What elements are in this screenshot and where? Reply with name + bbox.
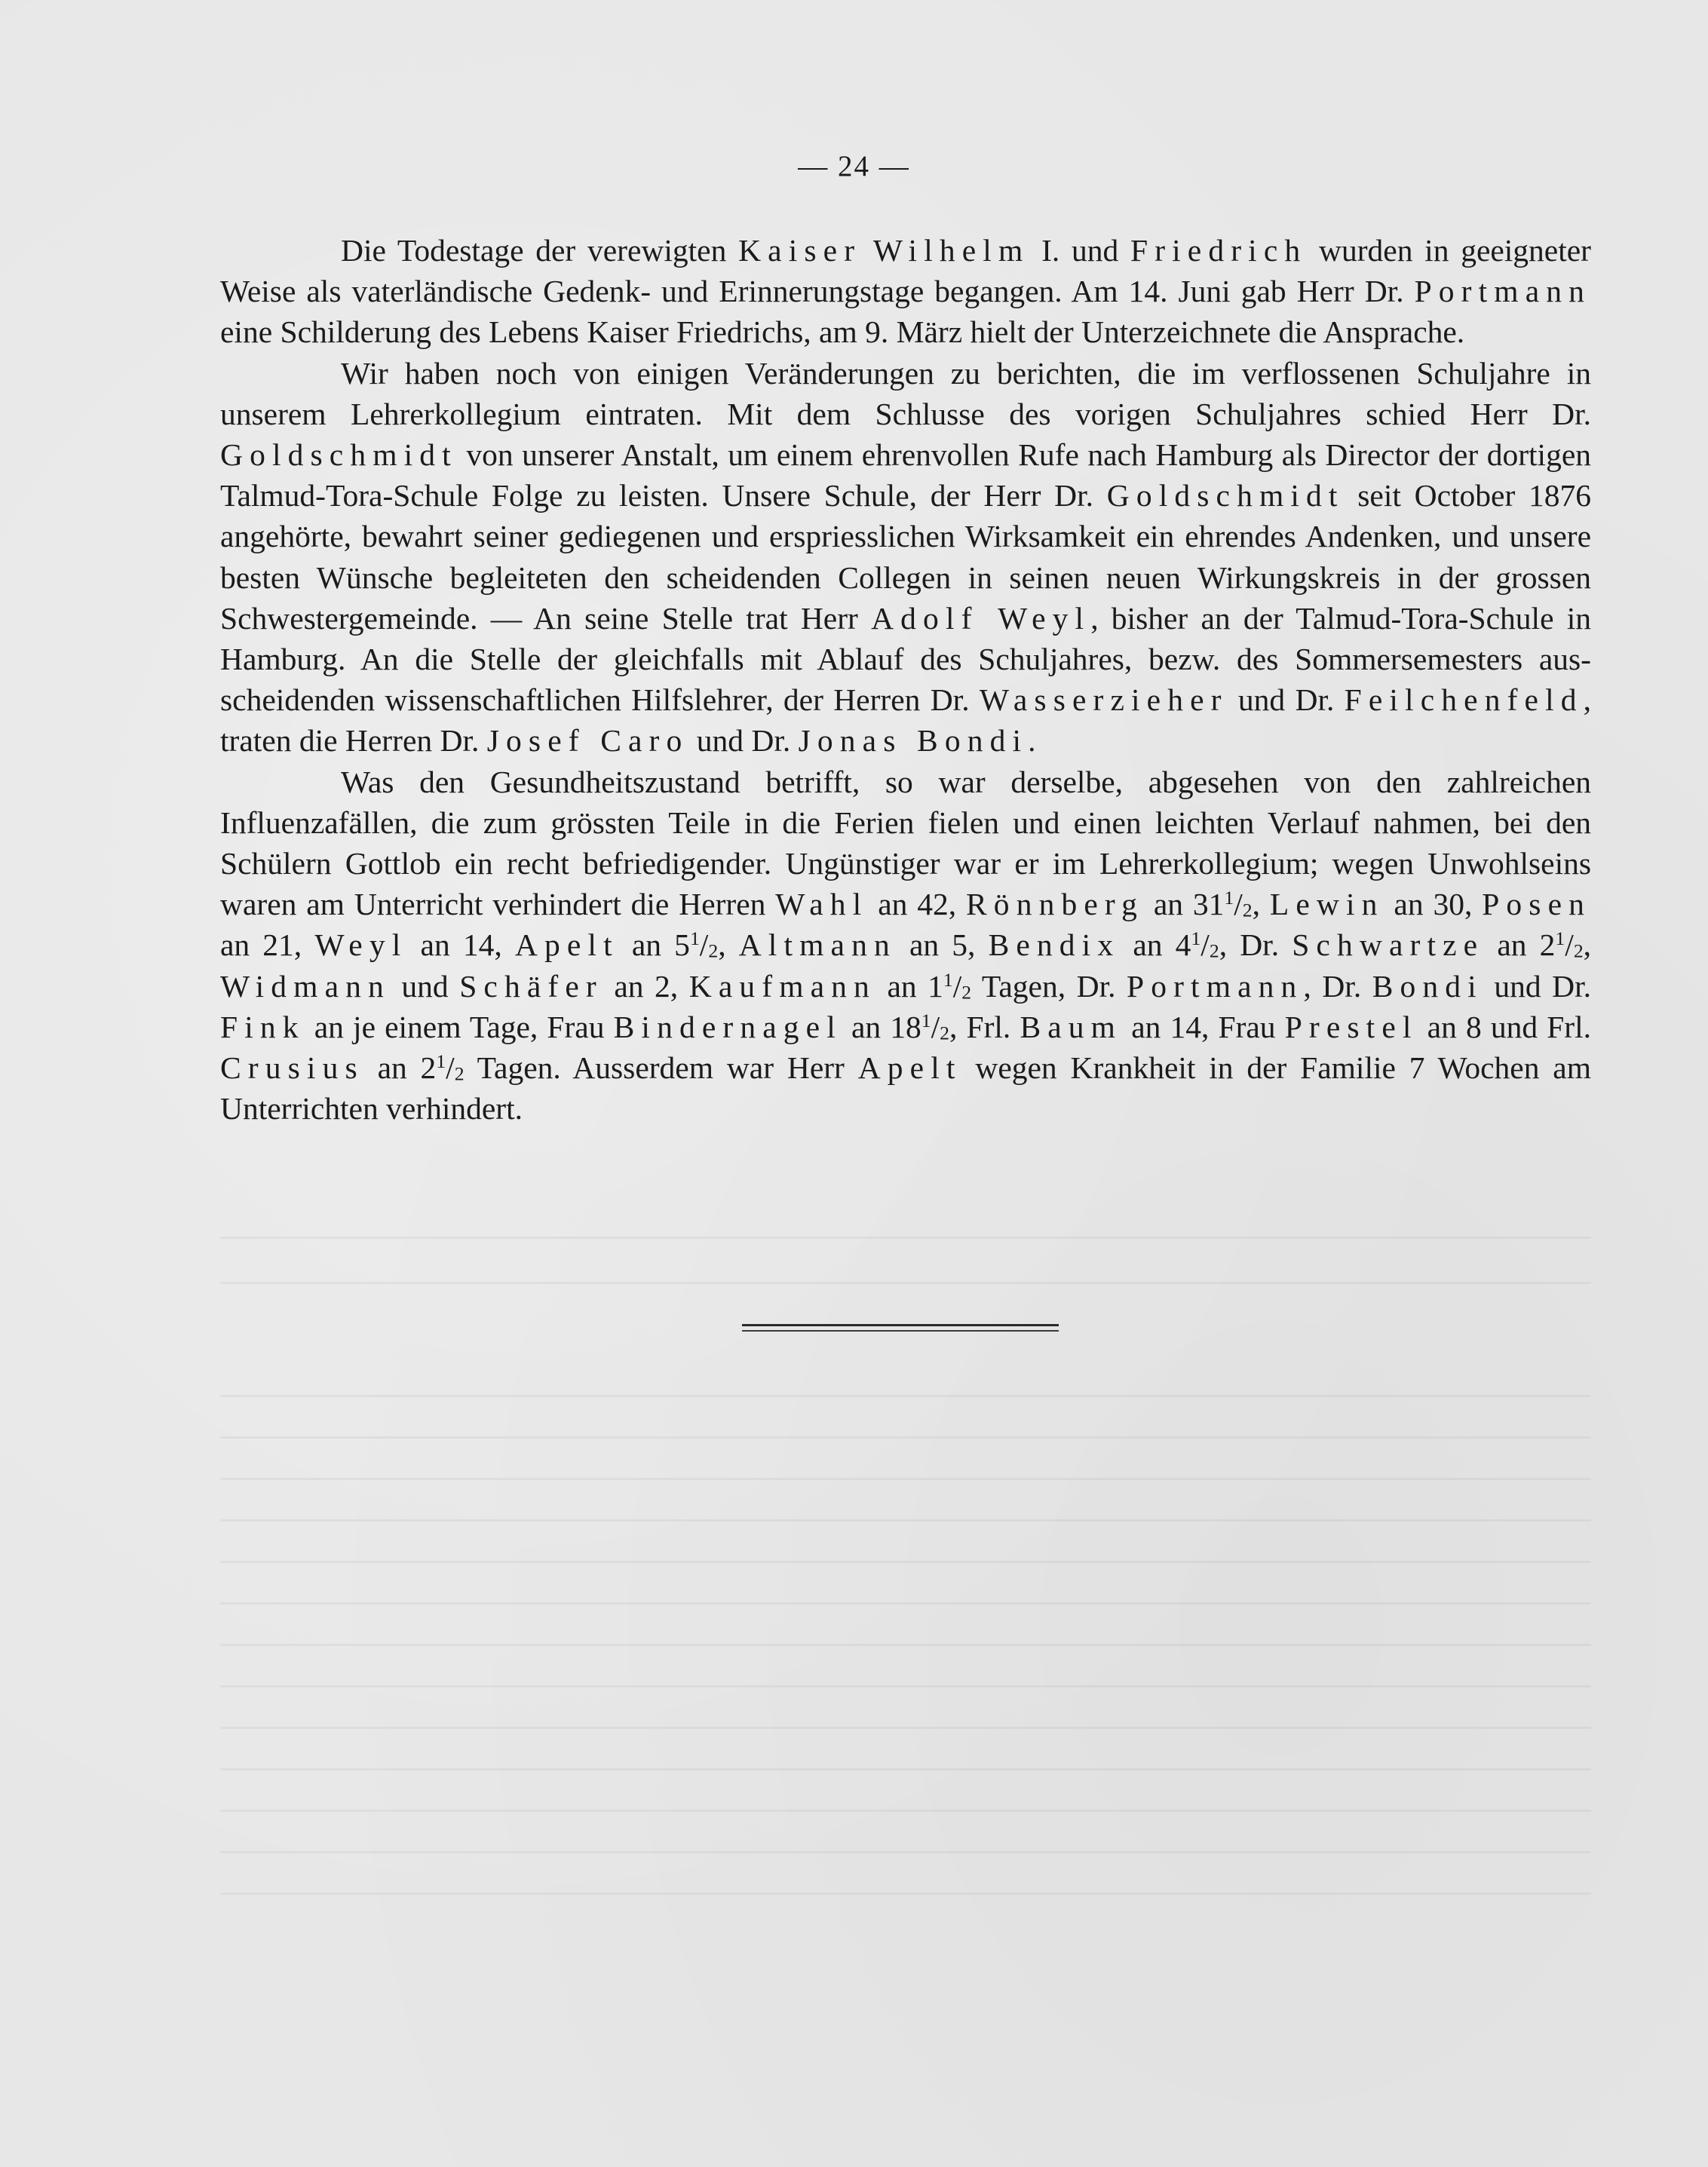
spaced-name: Wahl	[775, 887, 869, 922]
fraction: $^1/_2$	[1224, 887, 1253, 922]
paragraph-3: Was den Gesundheitszustand betrifft, so war derselbe, abgesehen von den zahlreichen Influenzafällen, die zum grössten Teile in die Ferien fielen und einen leichten Verlauf nahmen, bei den Schülern Gottlob ein recht befriedigender. Ungünstiger war er im Lehrerkollegium; wegen Unwohlseins waren am Unterricht verhindert die Herren Wahl an 42, Rönnberg an $31^1/_2$, Lewin an 30, Posen an 21, Weyl an 14, Apelt an $5^1/_2$, Altmann an 5, Bendix an $4^1/_2$, Dr. Schwartze an $2^1/_2$, Widmann und Schäfer an 2, Kaufmann an $1^1/_2$ Tagen, Dr. Portmann, Dr. Bondi und Dr. Fink an je einem Tage, Frau Bindernagel an $18^1/_2$, Frl. Baum an 14, Frau Prestel an 8 und Frl. Crusius an $2^1/_2$ Tagen. Ausserdem war Herr Apelt wegen Krankheit in der Familie 7 Wochen am Unterrichten verhindert.	[220, 764, 1592, 1126]
section-end-rule	[742, 1324, 1059, 1335]
spaced-name: Bendix	[988, 927, 1121, 963]
fraction: $^1/_2$	[1555, 927, 1584, 963]
spaced-name: Josef Caro	[486, 723, 689, 759]
spaced-name: Prestel	[1284, 1009, 1418, 1044]
bleed-through-texture	[220, 1282, 1591, 1284]
bleed-through-texture	[220, 1602, 1591, 1605]
spaced-name: Goldschmidt	[220, 437, 458, 473]
paragraph-1: Die Todestage der verewigten Kaiser Wilhelm I. und Friedrich wurden in geeigneter Weise als vaterländische Gedenk- und Erinnerungstage begangen. Am 14. Juni gab Herr Dr. Portmann eine Schilderung des Lebens Kaiser Friedrichs, am 9. März hielt der Unterzeichnete die Ansprache.	[220, 233, 1591, 350]
bleed-through-texture	[220, 1436, 1591, 1439]
spaced-name: Portmann	[1127, 968, 1304, 1004]
bleed-through-texture	[220, 1644, 1591, 1646]
bleed-through-texture	[220, 1561, 1591, 1563]
bleed-through-texture	[220, 1237, 1591, 1239]
spaced-name: Feilchenfeld	[1344, 682, 1584, 718]
spaced-name: Apelt	[514, 927, 619, 963]
spaced-name: Altmann	[738, 927, 897, 963]
spaced-name: Bondi	[1372, 968, 1483, 1004]
bleed-through-texture	[220, 1893, 1591, 1895]
bleed-through-texture	[220, 1727, 1591, 1729]
spaced-name: Friedrich	[1130, 233, 1308, 268]
spaced-name: Goldschmidt	[1106, 478, 1345, 513]
spaced-name: Kaufmann	[688, 968, 876, 1004]
spaced-name: Weyl	[314, 927, 408, 963]
bleed-through-texture	[220, 1395, 1591, 1397]
fraction: $^1/_2$	[436, 1050, 465, 1086]
spaced-name: Adolf Weyl	[871, 600, 1091, 636]
spaced-name: Apelt	[857, 1050, 962, 1086]
fraction: $^1/_2$	[1191, 927, 1219, 963]
spaced-name: Schäfer	[459, 968, 603, 1004]
bleed-through-texture	[220, 1810, 1591, 1812]
body-text	[220, 230, 1591, 1129]
spaced-name: Widmann	[220, 968, 391, 1004]
page-number: — 24 —	[798, 150, 910, 182]
spaced-name: Rönnberg	[966, 887, 1144, 922]
bleed-through-texture	[220, 1685, 1591, 1687]
spaced-name: Schwartze	[1292, 927, 1485, 963]
spaced-name: Posen	[1482, 887, 1592, 922]
paragraph-2: Wir haben noch von einigen Veränderungen zu berichten, die im verflossenen Schuljahre in unserem Lehrerkollegium eintraten. Mit dem Schlusse des vorigen Schuljahres schied Herr Dr. Goldschmidt von unserer Anstalt, um einem ehrenvollen Rufe nach Hamburg als Director der dortigen Talmud-Tora-Schule Folge zu leisten. Unsere Schule, der Herr Dr. Goldschmidt seit October 1876 angehörte, bewahrt seiner gediegenen und erspriesslichen Wirksamkeit ein ehrendes Andenken, und unsere besten Wünsche begleiteten den scheidenden Collegen in seinen neuen Wirkungskreis in der grossen Schwestergemeinde. — An seine Stelle trat Herr Adolf Weyl, bisher an der Talmud-Tora-Schule in Hamburg. An die Stelle der gleichfalls mit Ablauf des Schuljahres, bezw. des Sommersemesters ausscheidenden wissenschaftlichen Hilfslehrer, der Herren Dr. Wasserzieher und Dr. Feilchenfeld, traten die Herren Dr. Josef Caro und Dr. Jonas Bondi.	[220, 355, 1592, 759]
spaced-name: Lewin	[1269, 887, 1384, 922]
spaced-name: Fink	[220, 1009, 305, 1044]
fraction: $^1/_2$	[921, 1009, 950, 1044]
rule-line-bottom	[742, 1330, 1059, 1332]
bleed-through-texture	[220, 1519, 1591, 1522]
spaced-name: Portmann	[1414, 274, 1591, 309]
bleed-through-texture	[220, 1851, 1591, 1853]
spaced-name: Baum	[1020, 1009, 1123, 1044]
fraction: $^1/_2$	[689, 927, 719, 963]
spaced-name: Crusius	[220, 1050, 364, 1086]
spaced-name: Kaiser	[738, 233, 862, 268]
bleed-through-texture	[220, 1768, 1591, 1770]
spaced-name: Wasserzieher	[979, 682, 1228, 718]
rule-line-top	[742, 1324, 1059, 1326]
fraction: $^1/_2$	[943, 968, 972, 1004]
spaced-name: Wilhelm	[872, 233, 1030, 268]
spaced-name: Jonas Bondi	[798, 723, 1029, 759]
bleed-through-texture	[220, 1478, 1591, 1480]
spaced-name: Bindernagel	[613, 1009, 842, 1044]
